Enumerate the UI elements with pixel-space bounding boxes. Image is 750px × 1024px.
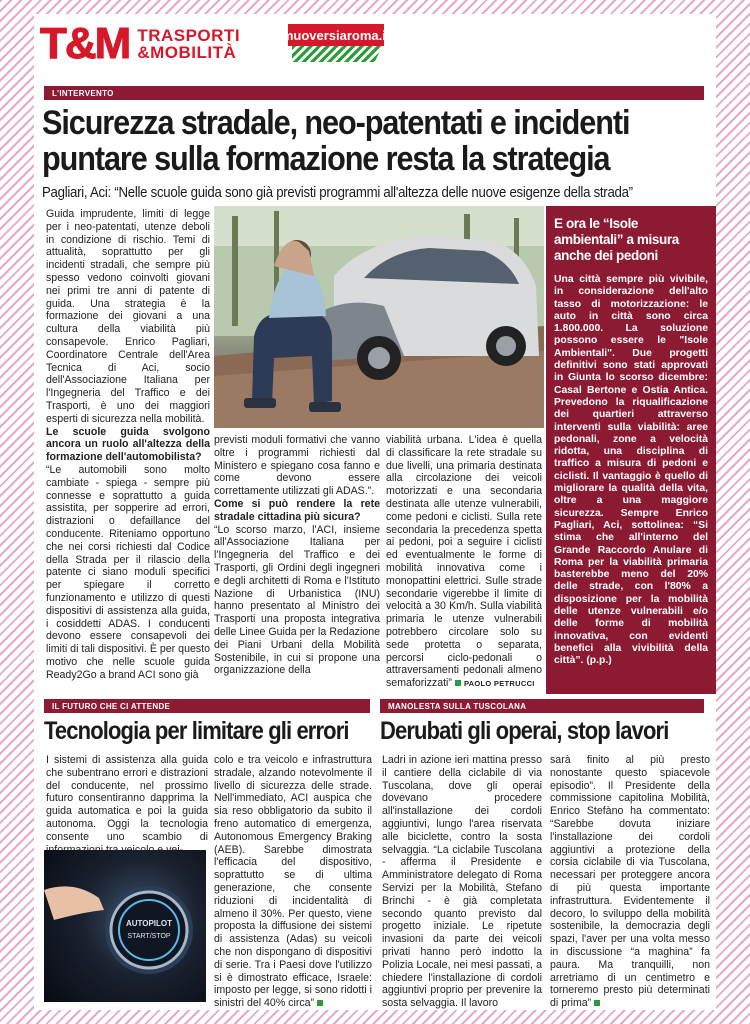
headline-line-2: puntare sulla formazione resta la strategia <box>42 140 610 178</box>
article1-column-2 <box>214 434 380 677</box>
end-square-icon <box>455 680 461 686</box>
article2-col2-body: colo e tra veicolo e infrastruttura stradale, alzando notevolmente il livello di sicurezza delle strade. Nell'immediato, ACI auspica che sia reso obbligatorio da subito il freno automatico di emergenza, Autonomous Emergency Braking (AEB). Sarebbe dimostrata l'efficacia del dispositivo, soprattutto se di ultima generazione, che consente riduzioni di incidentalità di almeno il 30%. Per questo, viene proposta la diffusione dei sistemi di assistenza (Adas) su veicoli che non dispongano di dispositivi di serie. Tra i Paesi dove l'utilizzo si è dimostrato efficace, Israele: imposto per legge, si sono ridotti i sinistri del 40% circa” <box>214 754 372 1010</box>
article1-col2-intro: previsti moduli formativi che vanno oltre i programmi richiesti dal Ministero e spiegano cosa fanno e come devono essere correttamente utilizzati gli ADAS.”. <box>214 434 380 498</box>
headline-line-1: Sicurezza stradale, neo-patentati e incidenti <box>42 104 630 142</box>
article1-col1-intro: Guida imprudente, limiti di legge per i neo-patentati, utenze deboli in condizione di rischio. Temi di attualità, soprattutto per gli incidenti stradali, che sempre più spesso vedono coinvolti giovani nei primi tre anni di patente di guida. Una strategia è la formazione dei giovani a una cultura della viabilità più consapevole. Enrico Pagliari, Coordinatore Centrale dell'Area Tecnica di Aci, socio dell'Associazione Italiana per l'Ingegneria del Traffico e dei Trasporti, è uno dei maggiori esperti di sicurezza nella mobilità. <box>46 208 210 425</box>
logo-subtitle <box>137 27 240 61</box>
article2-headline: Tecnologia per limitare gli errori <box>44 717 349 745</box>
autopilot-text: AUTOPILOT <box>125 919 173 928</box>
article1-col2-answer: “Lo scorso marzo, l'ACI, insieme all'Associazione Italiana per l'Ingegneria del Traffico e dei Trasporti, gli Ordini degli ingegneri e degli architetti di Roma e l'Istituto Nazione di Urbanistica (INU) hanno presentato al Ministro dei Trasporti una proposta integrativa delle Linee Guida per la Redazione dei Piani Urbani della Mobilità Sostenibile, in cui si propone una organizzazione della <box>214 523 380 677</box>
section-label-intervento: L'INTERVENTO <box>44 86 704 100</box>
article1-col3-text <box>386 434 542 691</box>
article1-question-1: Le scuole guida svolgono ancora un ruolo all'altezza della formazione dell'automobilista? <box>46 425 210 464</box>
article3-col2-body: sarà finito al più presto nonostante questo spiacevole episodio”. Il Presidente della commissione capitolina Mobilità, Enrico Stefàno ha commentato: “Sarebbe dovuta iniziare l'installazione dei cordoli aggiuntivi a protezione della corsia ciclabile di via Tuscolana, necessari per proteggere ancora di più questa importante infrastruttura. Evidentemente il decoro, lo sviluppo della mobilità sostenibile, la democrazia degli spazi, l'aver per una volta messo in discussione “a maghina” fa paura. Ma tranquilli, non arretriamo di un centimetro e torneremo presto più determinati di prima” <box>550 754 710 1010</box>
end-square-icon <box>317 1000 323 1006</box>
article1-question-2: Come si può rendere la rete stradale cittadina più sicura? <box>214 497 380 523</box>
article3-column-1: Ladri in azione ieri mattina presso il cantiere della ciclabile di via Tuscolana, dove gli operai dovevano procedere all'installazione dei cordoli aggiuntivi, lungo l'area riservata alle biciclette, contro la sosta selvaggia. “La ciclabile Tuscolana - afferma il Presidente e Amministratore delegato di Roma Servizi per la Mobilità, Stefano Brinchi - è già completata secondo quanto previsto dal progetto iniziale. Le ripetute invasioni da parte dei veicoli privati hanno però indotto la Polizia Locale, nei mesi passati, a chiedere l'installazione di cordoli aggiuntivi proprio per prevenire la sosta selvaggia. Il lavoro <box>382 754 542 1010</box>
section-label-manolesta: MANOLESTA SULLA TUSCOLANA <box>380 699 704 713</box>
logo-main: T&M <box>40 19 130 68</box>
logo-line-2: &MOBILITÀ <box>137 43 237 62</box>
autopilot-button-photo <box>44 850 206 1002</box>
article1-col3-body: viabilità urbana. L'idea è quella di classificare la rete stradale su due livelli, una primaria destinata alla circolazione dei veicoli motorizzati e una secondaria destinata alle utenze vulnerabili, come pedoni e ciclisti. Sulla rete secondaria la precedenza spetta ai pedoni, poi a seguire i ciclisti ed eventualmente le forme di mobilità innovativa come i monopattini elettrici. Sulle strade secondarie vigerebbe il limite di velocità a 30 Km/h. Sulla viabilità primaria le utenze vulnerabili potrebbero circolare solo su sede protetta o separata, percorsi ciclo-pedonali o attraversamenti pedonali almeno semaforizzati” <box>386 434 542 690</box>
article1-column-3 <box>386 434 542 691</box>
article2-column-2 <box>214 754 372 1010</box>
tm-logo <box>40 18 276 70</box>
section-label-futuro: IL FUTURO CHE CI ATTENDE <box>44 699 370 713</box>
article3-column-2 <box>550 754 710 1010</box>
box-text: Una città sempre più vivibile, in considerazione dell'alto tasso di motorizzazione: le auto in città sono circa 1.800.000. La soluzione possono essere le "Isole Ambientali". Due progetti definitivi sono stati approvati in Giunta lo scorso dicembre: Casal Bertone e Ostia Antica. Prevedono la riqualificazione dei quartieri attraverso interventi sulla viabilità: aree pedonali, zone a velocità ridotta, una disciplina di traffico a misura di pedoni e ciclisti. Il vantaggio è quello di migliorare la qualità della vita, oltre a una maggiore sicurezza. Sempre Enrico Pagliari, Aci, sottolinea: “Si stima che all'interno del Grande Raccordo Anulare di Roma per la viabilità primaria basterebbe meno del 20% delle strade, con l'80% a disposizione per la mobilità delle utenze vulnerabili e/o delle forme di mobilità innovativa, con evidenti benefici alla vivibilità della città”. (p.p.) <box>554 274 708 667</box>
byline: PAOLO PETRUCCI <box>463 679 535 689</box>
crash-photo <box>214 206 544 428</box>
subheadline: Pagliari, Aci: “Nelle scuole guida sono già previsti programmi all'altezza delle nuove esigenze della strada” <box>42 184 633 201</box>
newspaper-page <box>34 14 716 1010</box>
isole-ambientali-box <box>546 206 716 694</box>
start-stop-text: START/STOP <box>127 933 171 940</box>
box-title: E ora le “Isole ambientali” a misura anche dei pedoni <box>554 216 679 263</box>
site-link[interactable]: muoversiaroma.it <box>288 24 384 46</box>
article2-column-1: I sistemi di assistenza alla guida che subentrano errori e distrazioni del conducente, nel prossimo futuro consentiranno dapprima la guida automatica e poi la guida autonoma. Oggi la tecnologia consente uno scambio di <box>46 754 208 843</box>
main-headline <box>42 105 708 177</box>
end-square-icon <box>594 1000 600 1006</box>
article3-headline: Derubati gli operai, stop lavori <box>380 717 669 745</box>
article1-col1-answer: “Le automobili sono molto cambiate - spiega - sempre più connesse e soprattutto a guida assistita, per sopperire ad errori, distrazioni o defaillance del conducente. Riteniamo opportuno che nei corsi richiesti dal Codice della Strada per il rilascio della patente ci siano moduli specifici per spiegare il corretto funzionamento e utilizzo di questi dispositivi di assistenza alla guida, i cosiddetti ADAS. I conducenti devono essere consapevoli dei limiti di tali dispositivi. È per questo motivo che nelle scuole guida Ready2Go a brand ACI sono già <box>46 463 210 681</box>
stripe-arrow-icon <box>292 46 382 62</box>
article1-column-1 <box>46 208 210 681</box>
logo-line-1: TRASPORTI <box>137 26 241 45</box>
